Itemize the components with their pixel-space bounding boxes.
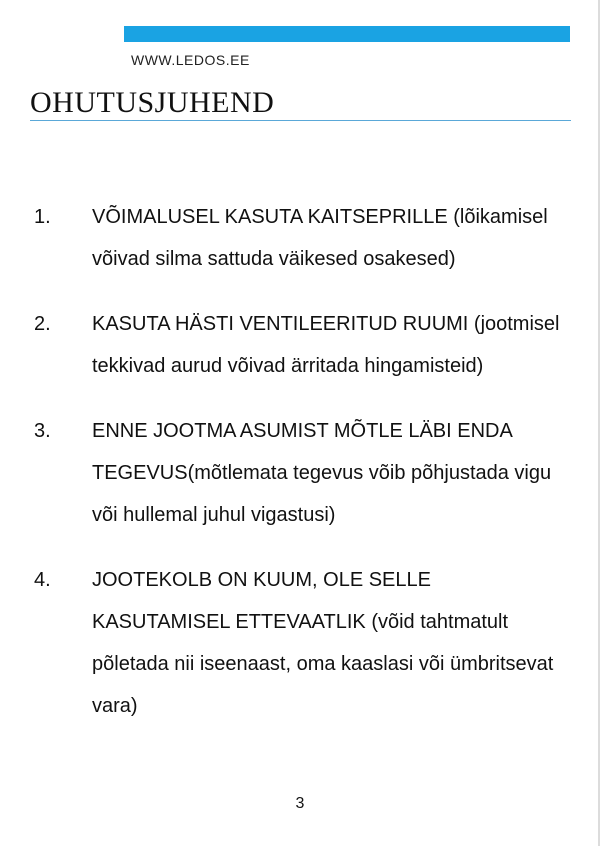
title-underline [30,120,571,121]
list-item-number: 2. [34,313,51,335]
list-item [34,410,564,536]
list-item [34,559,564,727]
list-item-text: JOOTEKOLB ON KUUM, OLE SELLE KASUTAMISEL ETTEVAATLIK (võid tahtmatult põletada nii iseenaast, oma kaaslasi või ümbritsevat vara) [92,569,554,717]
page-number: 3 [295,795,305,812]
list-item [34,303,564,387]
list-item-number: 3. [34,420,51,442]
list-item-number: 1. [34,206,51,228]
list-item [34,196,564,280]
list-item-number: 4. [34,569,51,591]
header-accent-bar [124,26,570,42]
safety-instructions-list [34,196,564,750]
list-item-text: ENNE JOOTMA ASUMIST MÕTLE LÄBI ENDA TEGEVUS(mõtlemata tegevus võib põhjustada vigu või hullemal juhul vigastusi) [92,420,552,526]
site-url: WWW.LEDOS.EE [131,52,250,68]
list-item-text: KASUTA HÄSTI VENTILEERITUD RUUMI (jootmisel tekkivad aurud võivad ärritada hingamisteid) [92,313,560,377]
list-item-text: VÕIMALUSEL KASUTA KAITSEPRILLE (lõikamisel võivad silma sattuda väikesed osakesed) [92,206,548,270]
page-title: OHUTUSJUHEND [30,86,275,119]
